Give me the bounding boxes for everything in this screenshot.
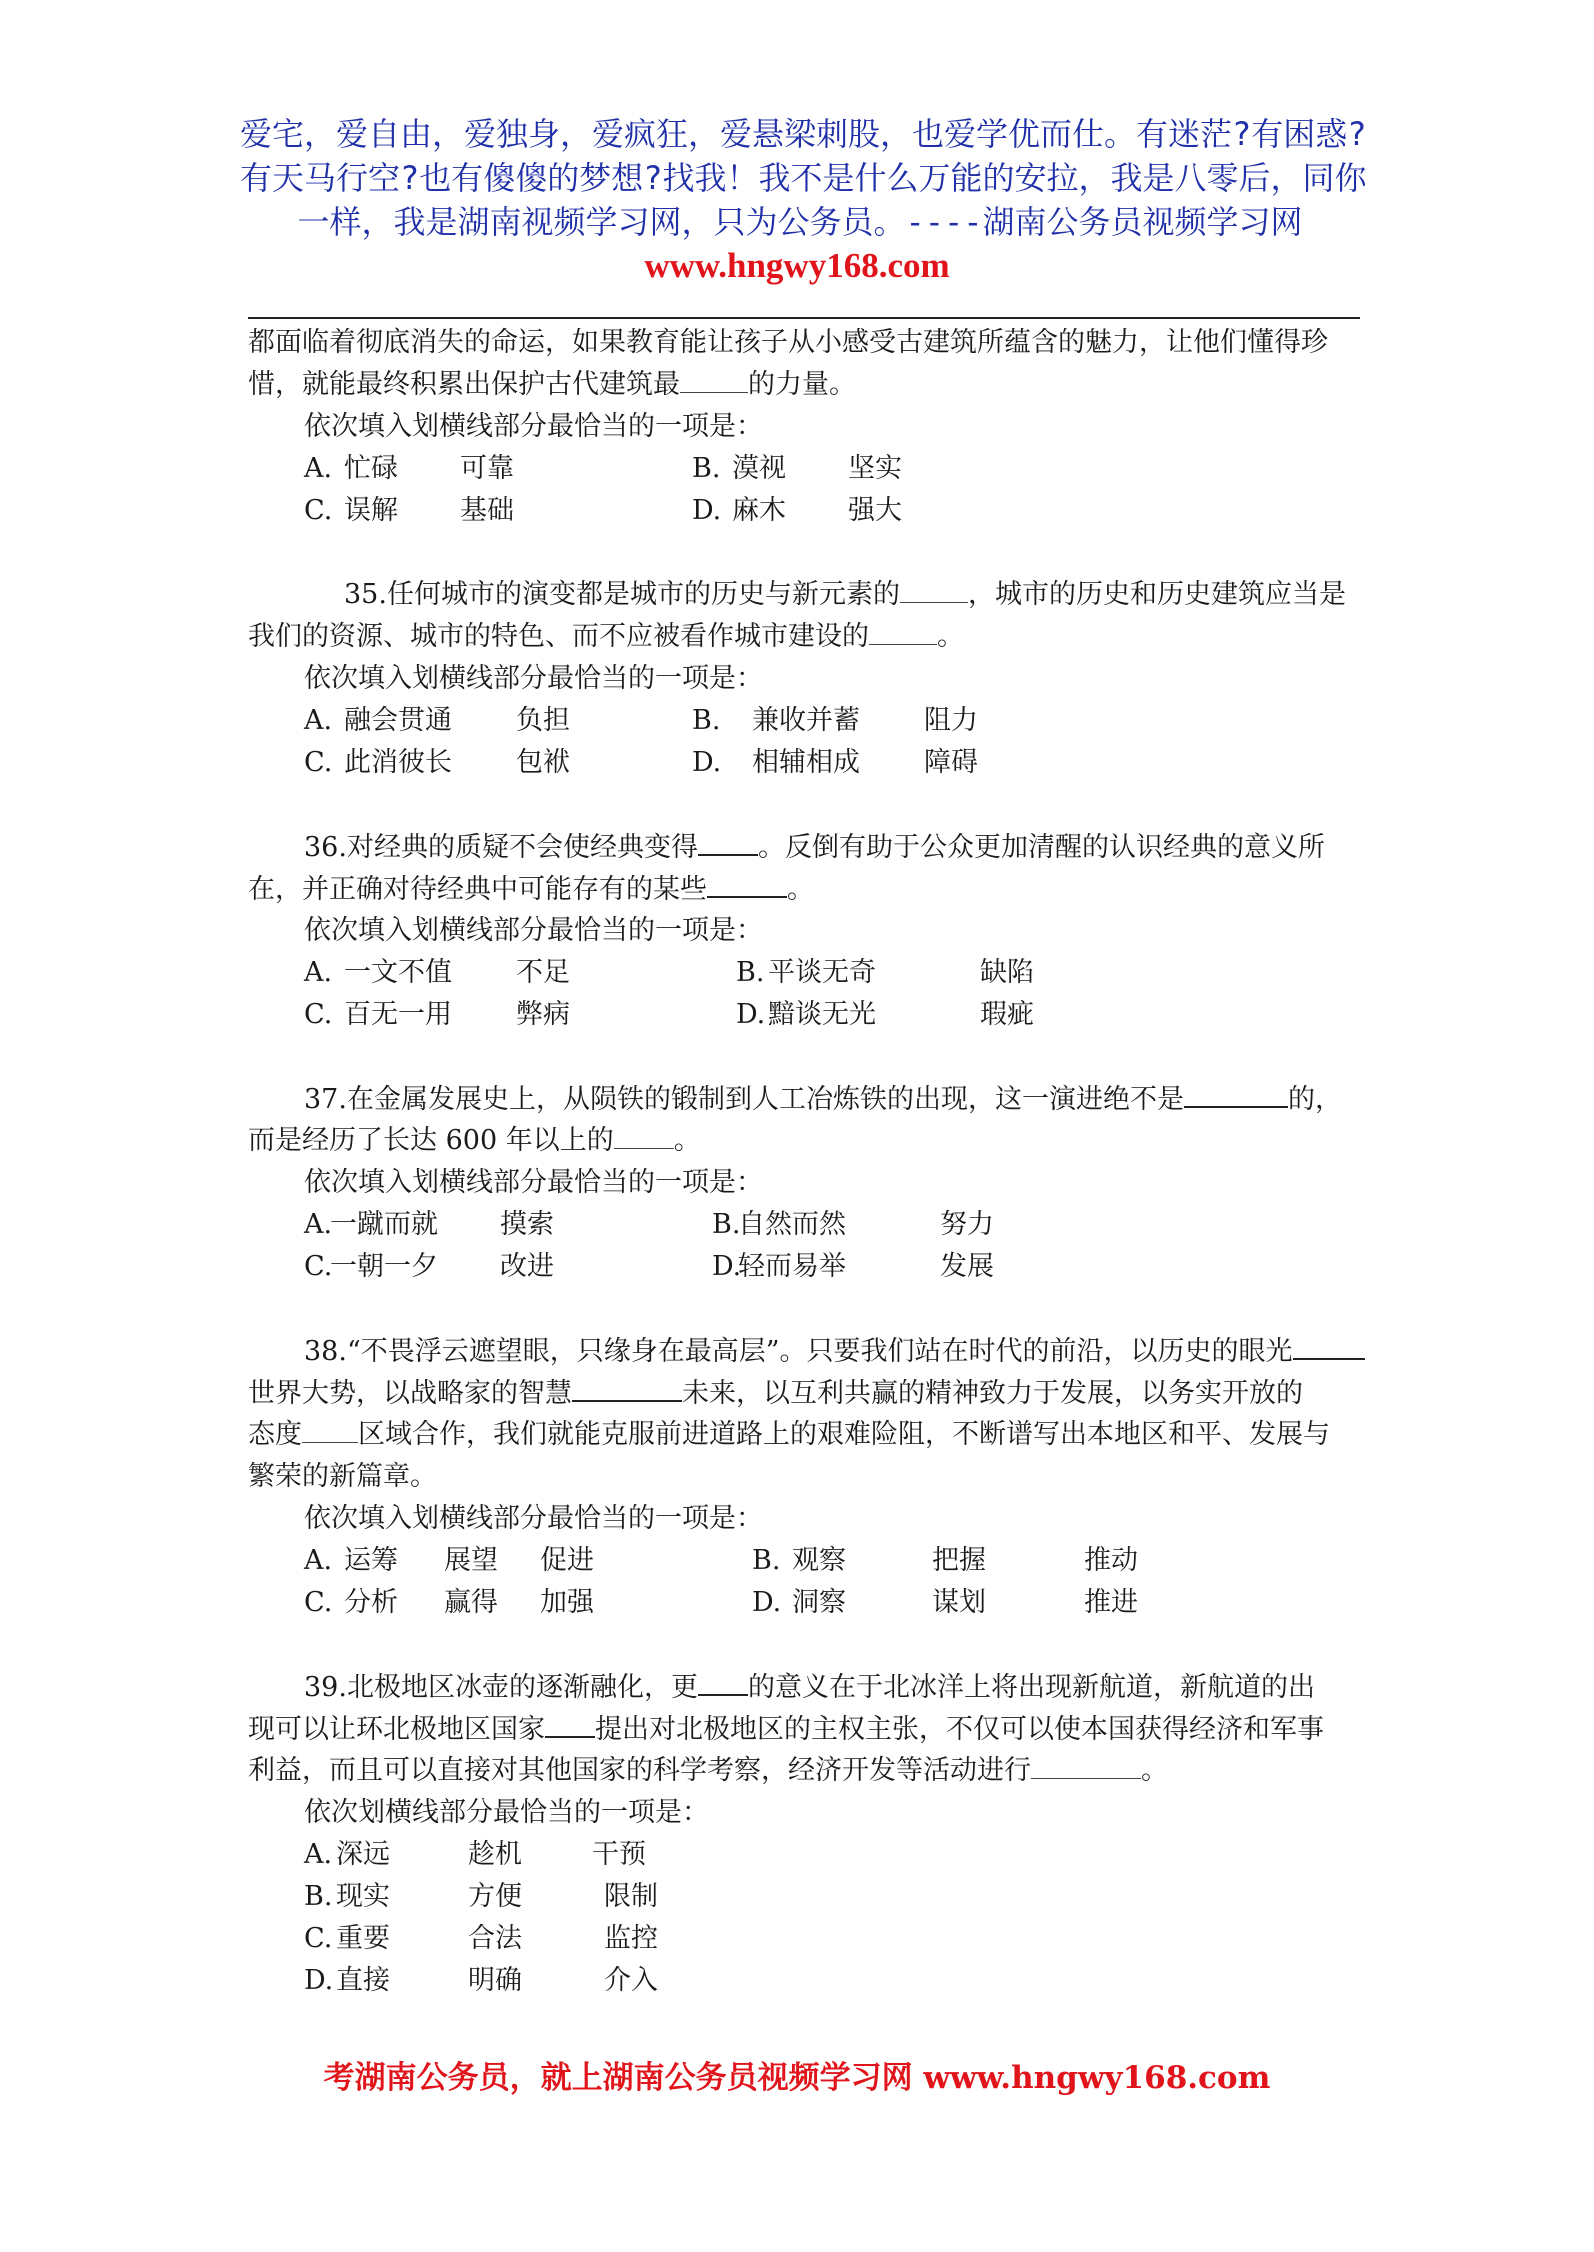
footer-promo[interactable]: 考湖南公务员，就上湖南公务员视频学习网 www.hngwy168.com bbox=[323, 2060, 1271, 2096]
option-word: 运筹 bbox=[344, 1545, 398, 1576]
answer-blank bbox=[707, 868, 787, 898]
question-38 bbox=[248, 1330, 1360, 1624]
option-letter: D. bbox=[736, 999, 766, 1030]
options-row bbox=[248, 1246, 1360, 1288]
option-word: 合法 bbox=[468, 1923, 522, 1954]
option-word: 融会贯通 bbox=[344, 705, 452, 736]
option-word: 缺陷 bbox=[980, 957, 1034, 988]
question-text: 35.任何城市的演变都是城市的历史与新元素的 ，城市的历史和历史建筑应当是 bbox=[248, 574, 1360, 616]
option-word: 赢得 bbox=[444, 1587, 498, 1618]
option-letter: A. bbox=[304, 1839, 333, 1870]
option-word: 努力 bbox=[940, 1209, 994, 1240]
question-text: 世界大势，以战略家的智慧 未来，以互利共赢的精神致力于发展，以务实开放的 bbox=[248, 1372, 1360, 1414]
question-text: 36.对经典的质疑不会使经典变得 。反倒有助于公众更加清醒的认识经典的意义所 bbox=[248, 826, 1360, 868]
option-word: 此消彼长 bbox=[344, 747, 452, 778]
option-word: 一文不值 bbox=[344, 957, 452, 988]
option-letter: B. bbox=[692, 453, 721, 484]
answer-blank bbox=[545, 1708, 595, 1738]
option-word: 瑕疵 bbox=[980, 999, 1034, 1030]
option-word: 限制 bbox=[604, 1881, 658, 1912]
options-row bbox=[248, 1540, 1360, 1582]
option-row bbox=[248, 1834, 1360, 1876]
option-letter: C. bbox=[304, 495, 333, 526]
option-word: 强大 bbox=[848, 495, 902, 526]
options-row bbox=[248, 490, 1360, 532]
answer-blank bbox=[302, 1414, 358, 1443]
question-34 bbox=[248, 322, 1360, 532]
options-row bbox=[248, 448, 1360, 490]
answer-blank bbox=[572, 1372, 682, 1402]
option-word: 弊病 bbox=[516, 999, 570, 1030]
question-35 bbox=[248, 574, 1360, 784]
question-prompt: 依次填入划横线部分最恰当的一项是： bbox=[304, 1503, 763, 1534]
option-word: 改进 bbox=[500, 1251, 554, 1282]
option-row bbox=[248, 1960, 1360, 2002]
option-word: 百无一用 bbox=[344, 999, 452, 1030]
question-text: 在，并正确对待经典中可能存有的某些 。 bbox=[248, 868, 1360, 910]
option-word: 监控 bbox=[604, 1923, 658, 1954]
answer-blank bbox=[900, 574, 968, 603]
option-letter: B. bbox=[712, 1209, 741, 1240]
option-word: 展望 bbox=[444, 1545, 498, 1576]
option-row bbox=[248, 1876, 1360, 1918]
option-word: 基础 bbox=[460, 495, 514, 526]
option-word: 把握 bbox=[932, 1545, 986, 1576]
answer-blank bbox=[698, 1666, 748, 1696]
option-word: 加强 bbox=[540, 1587, 594, 1618]
options-row bbox=[248, 952, 1360, 994]
question-text: 39.北极地区冰壶的逐渐融化，更 的意义在于北冰洋上将出现新航道，新航道的出 bbox=[248, 1666, 1360, 1708]
question-text: 惜，就能最终积累出保护古代建筑最 的力量。 bbox=[248, 364, 1360, 406]
option-row bbox=[248, 1918, 1360, 1960]
option-word: 相辅相成 bbox=[752, 747, 860, 778]
option-letter: C. bbox=[304, 999, 333, 1030]
question-prompt: 依次填入划横线部分最恰当的一项是： bbox=[304, 915, 763, 946]
options-row bbox=[248, 700, 1360, 742]
option-word: 麻木 bbox=[732, 495, 786, 526]
question-text: 利益，而且可以直接对其他国家的科学考察，经济开发等活动进行 。 bbox=[248, 1750, 1360, 1792]
option-letter: D. bbox=[304, 1965, 334, 1996]
option-word: 忙碌 bbox=[344, 453, 398, 484]
question-text: 态度 区域合作，我们就能克服前进道路上的艰难险阻，不断谱写出本地区和平、发展与 bbox=[248, 1414, 1360, 1456]
answer-blank bbox=[698, 826, 758, 856]
option-word: 发展 bbox=[940, 1251, 994, 1282]
option-letter: D. bbox=[752, 1587, 782, 1618]
question-37 bbox=[248, 1078, 1360, 1288]
question-text: 而是经历了长达 600 年以上的 。 bbox=[248, 1120, 1360, 1162]
header-divider bbox=[248, 317, 1360, 319]
question-39 bbox=[248, 1666, 1360, 2002]
option-word: 一朝一夕 bbox=[330, 1251, 438, 1282]
header-site-url[interactable]: www.hngwy168.com bbox=[644, 246, 950, 285]
option-word: 自然而然 bbox=[738, 1209, 846, 1240]
option-word: 阻力 bbox=[924, 705, 978, 736]
option-letter: D. bbox=[692, 495, 722, 526]
answer-blank bbox=[680, 364, 748, 393]
question-content bbox=[248, 322, 1360, 2002]
option-word: 现实 bbox=[336, 1881, 390, 1912]
option-word: 误解 bbox=[344, 495, 398, 526]
question-prompt: 依次填入划横线部分最恰当的一项是： bbox=[304, 411, 763, 442]
banner-line-2: 有天马行空?也有傻傻的梦想?找我！我不是什么万能的安拉，我是八零后，同你 bbox=[240, 159, 1367, 197]
options-row bbox=[248, 742, 1360, 784]
answer-blank bbox=[869, 616, 937, 645]
question-text: 现可以让环北极地区国家 提出对北极地区的主权主张，不仅可以使本国获得经济和军事 bbox=[248, 1708, 1360, 1750]
question-36 bbox=[248, 826, 1360, 1036]
option-letter: B. bbox=[752, 1545, 781, 1576]
options-row bbox=[248, 994, 1360, 1036]
answer-blank bbox=[614, 1120, 674, 1149]
option-letter: B. bbox=[692, 705, 721, 736]
option-word: 观察 bbox=[792, 1545, 846, 1576]
option-letter: A. bbox=[304, 1209, 333, 1240]
option-word: 平谈无奇 bbox=[768, 957, 876, 988]
options-row bbox=[248, 1204, 1360, 1246]
options-row bbox=[248, 1582, 1360, 1624]
question-text: 38.“不畏浮云遮望眼，只缘身在最高层”。只要我们站在时代的前沿，以历史的眼光 bbox=[248, 1330, 1360, 1372]
option-letter: C. bbox=[304, 1923, 333, 1954]
question-prompt: 依次填入划横线部分最恰当的一项是： bbox=[304, 663, 763, 694]
option-word: 深远 bbox=[336, 1839, 390, 1870]
option-letter: D. bbox=[712, 1251, 742, 1282]
question-text: 37.在金属发展史上，从陨铁的锻制到人工冶炼铁的出现，这一演进绝不是 的， bbox=[248, 1078, 1360, 1120]
option-word: 障碍 bbox=[924, 747, 978, 778]
banner-line-1: 爱宅，爱自由，爱独身，爱疯狂，爱悬梁刺股，也爱学优而仕。有迷茫?有困惑? bbox=[240, 115, 1367, 153]
option-letter: C. bbox=[304, 1587, 333, 1618]
question-text: 繁荣的新篇章。 bbox=[248, 1461, 437, 1492]
option-word: 明确 bbox=[468, 1965, 522, 1996]
banner-line-3: 一样，我是湖南视频学习网，只为公务员。----湖南公务员视频学习网 bbox=[297, 203, 1303, 241]
option-letter: C. bbox=[304, 747, 333, 778]
option-word: 趁机 bbox=[468, 1839, 522, 1870]
option-word: 推进 bbox=[1084, 1587, 1138, 1618]
option-word: 介入 bbox=[604, 1965, 658, 1996]
option-word: 兼收并蓄 bbox=[752, 705, 860, 736]
option-word: 洞察 bbox=[792, 1587, 846, 1618]
option-letter: B. bbox=[304, 1881, 333, 1912]
question-prompt: 依次填入划横线部分最恰当的一项是： bbox=[304, 1167, 763, 1198]
option-word: 干预 bbox=[592, 1839, 646, 1870]
option-word: 推动 bbox=[1084, 1545, 1138, 1576]
header-banner bbox=[240, 112, 1367, 244]
option-word: 方便 bbox=[468, 1881, 522, 1912]
option-word: 直接 bbox=[336, 1965, 390, 1996]
question-text: 我们的资源、城市的特色、而不应被看作城市建设的 。 bbox=[248, 616, 1360, 658]
question-text: 都面临着彻底消失的命运，如果教育能让孩子从小感受古建筑所蕴含的魅力，让他们懂得珍 bbox=[248, 327, 1328, 358]
option-word: 轻而易举 bbox=[738, 1251, 846, 1282]
option-word: 不足 bbox=[516, 957, 570, 988]
option-word: 负担 bbox=[516, 705, 570, 736]
option-letter: A. bbox=[304, 705, 333, 736]
option-word: 黯谈无光 bbox=[768, 999, 876, 1030]
answer-blank bbox=[1293, 1330, 1365, 1360]
option-word: 重要 bbox=[336, 1923, 390, 1954]
answer-blank bbox=[1184, 1078, 1288, 1108]
option-word: 谋划 bbox=[932, 1587, 986, 1618]
option-letter: B. bbox=[736, 957, 765, 988]
option-letter: D. bbox=[692, 747, 722, 778]
option-letter: A. bbox=[304, 1545, 333, 1576]
option-word: 分析 bbox=[344, 1587, 398, 1618]
question-prompt: 依次划横线部分最恰当的一项是： bbox=[304, 1797, 709, 1828]
option-word: 促进 bbox=[540, 1545, 594, 1576]
option-letter: C. bbox=[304, 1251, 333, 1282]
option-word: 漠视 bbox=[732, 453, 786, 484]
option-word: 包袱 bbox=[516, 747, 570, 778]
option-word: 摸索 bbox=[500, 1209, 554, 1240]
option-letter: A. bbox=[304, 957, 333, 988]
answer-blank bbox=[1031, 1750, 1141, 1779]
option-word: 坚实 bbox=[848, 453, 902, 484]
option-word: 可靠 bbox=[460, 453, 514, 484]
option-word: 一蹴而就 bbox=[330, 1209, 438, 1240]
option-letter: A. bbox=[304, 453, 333, 484]
